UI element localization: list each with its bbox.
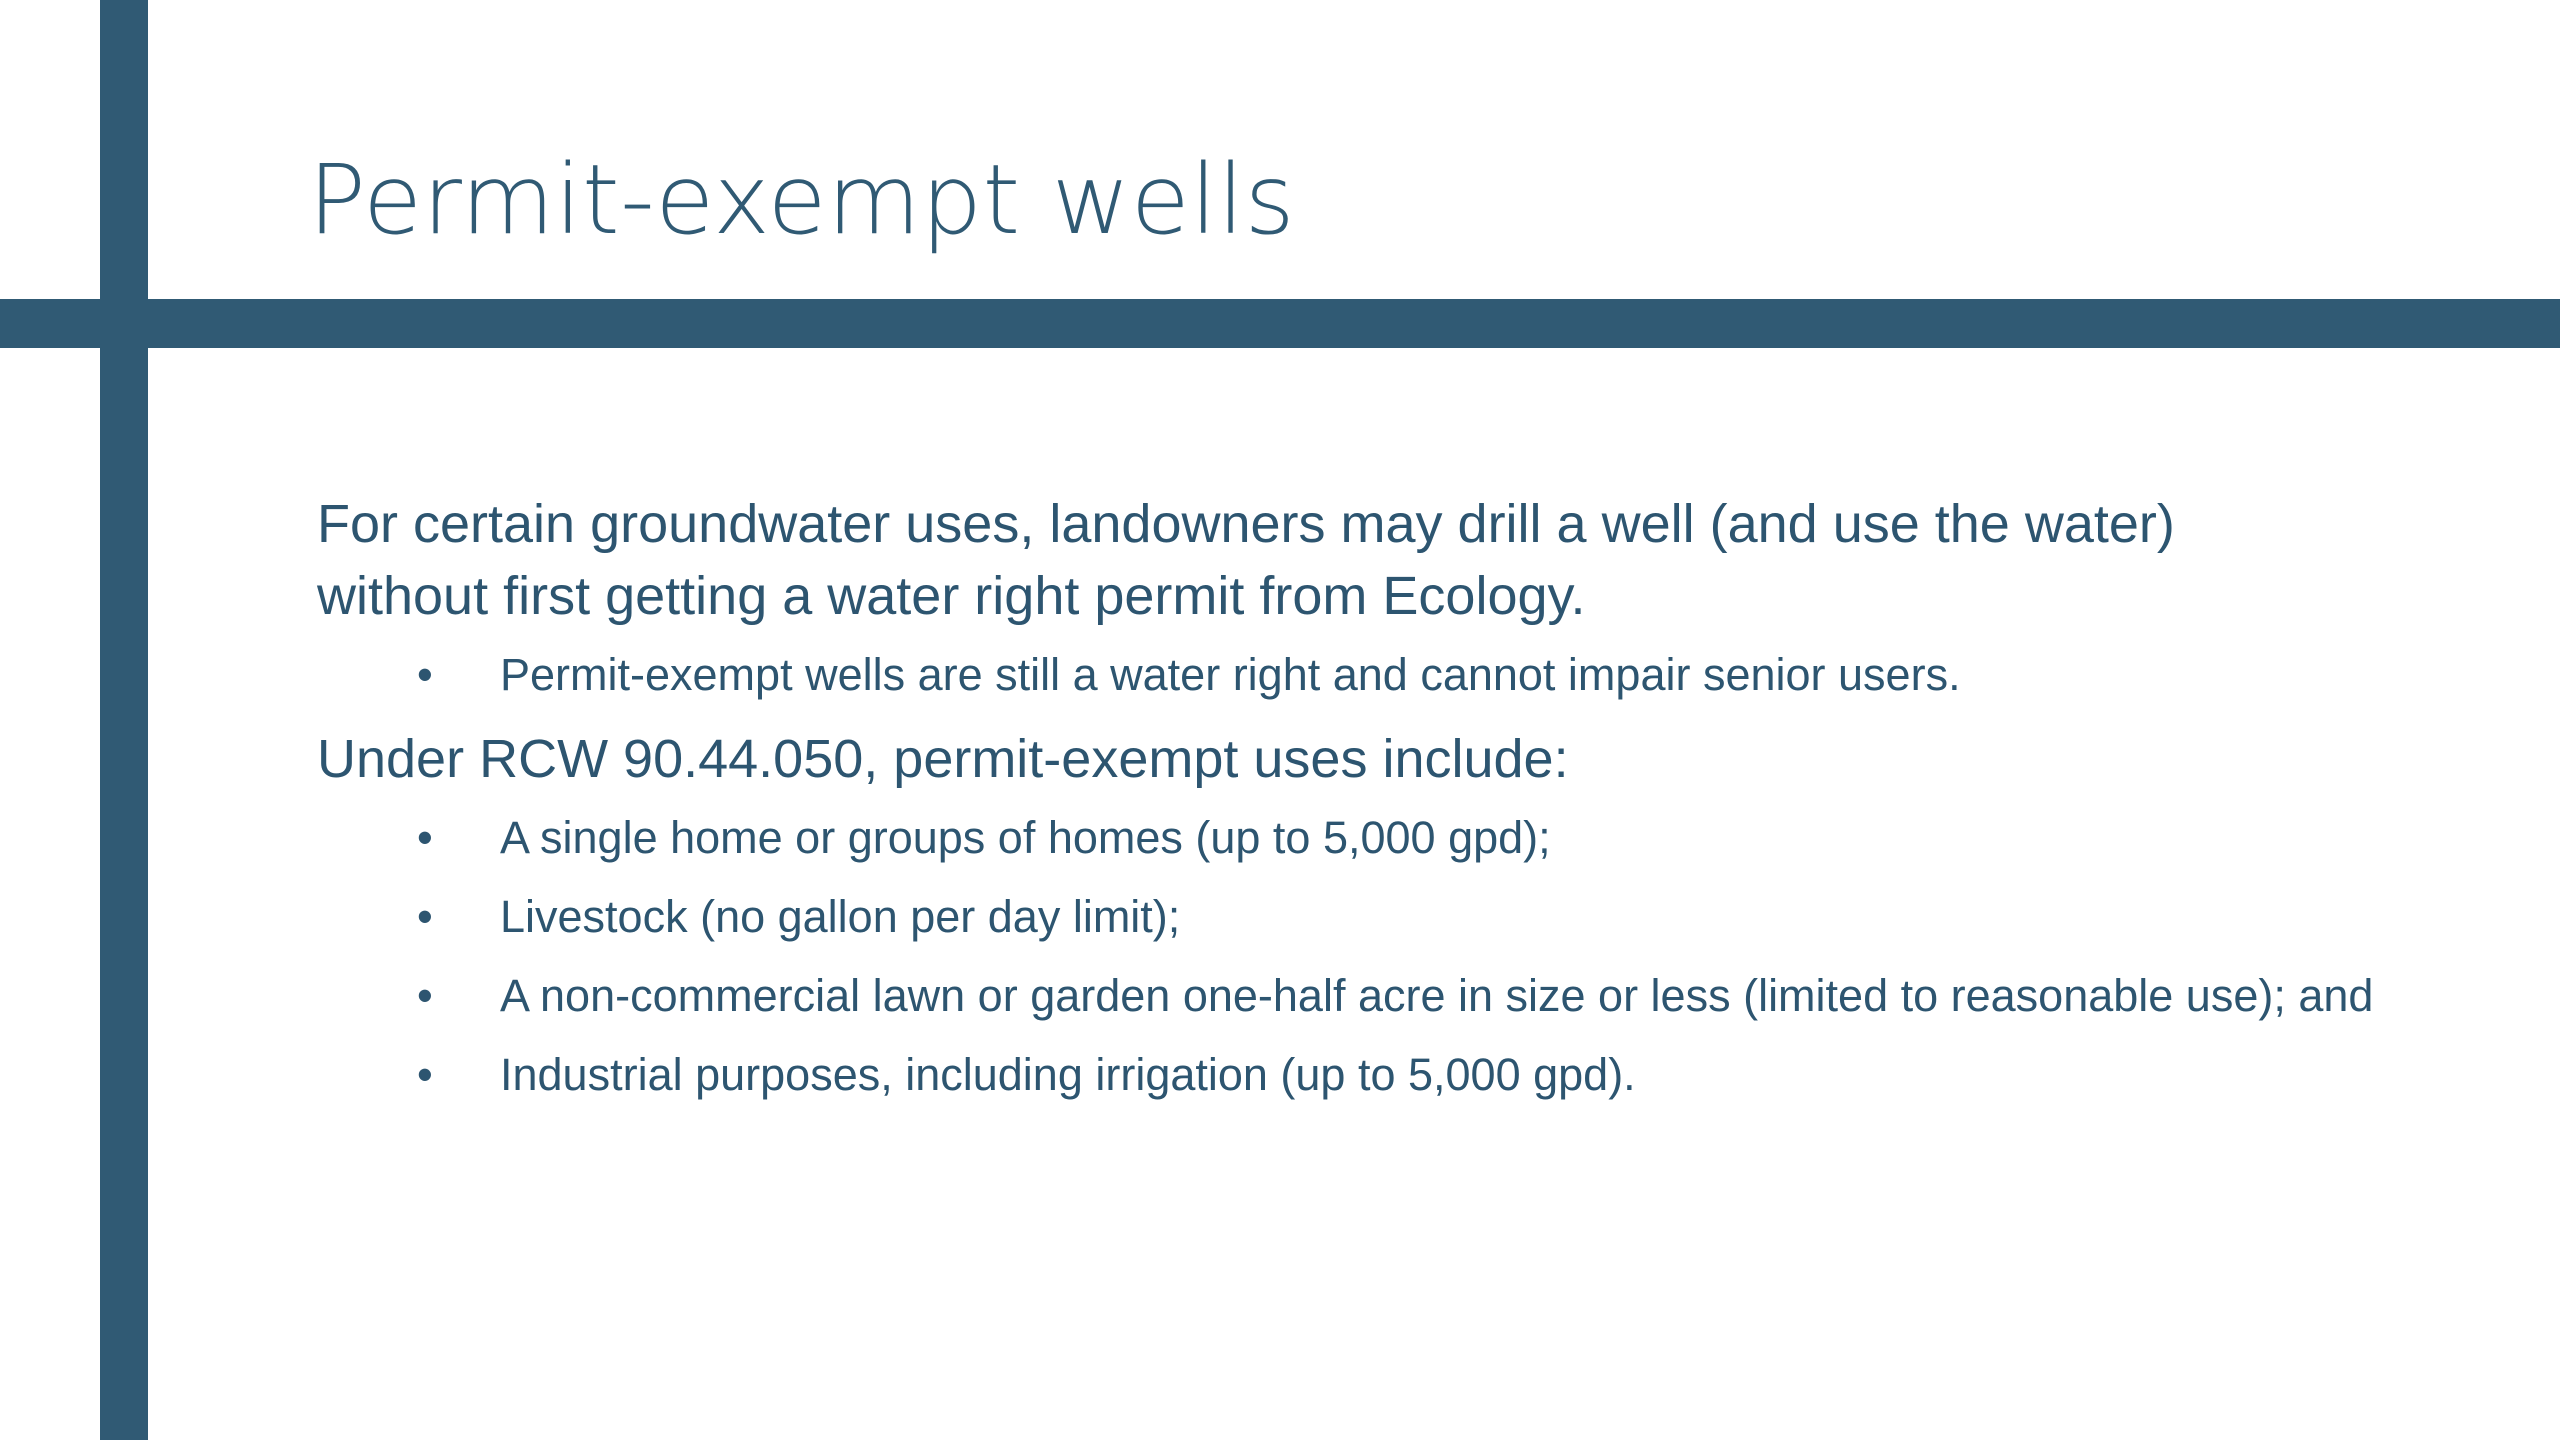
bullet-icon: • — [417, 1049, 433, 1100]
slide-body — [317, 488, 2374, 1123]
vertical-accent-bar — [100, 0, 148, 1440]
rcw-heading: Under RCW 90.44.050, permit-exempt uses include: — [317, 729, 1569, 789]
horizontal-accent-bar — [0, 299, 2560, 348]
bullet-text: A non-commercial lawn or garden one-half acre in size or less (limited to reasonable use); and — [500, 970, 2374, 1021]
uses-bullet-list — [317, 807, 2374, 1105]
slide-title: Permit-exempt wells — [308, 144, 1296, 256]
bullet-icon: • — [417, 970, 433, 1021]
bullet-text: Industrial purposes, including irrigation (up to 5,000 gpd). — [500, 1049, 1636, 1100]
list-item — [317, 807, 2317, 868]
intro-bullet-list — [317, 644, 2317, 705]
list-item — [317, 644, 2317, 705]
bullet-text: Livestock (no gallon per day limit); — [500, 891, 1181, 942]
list-item — [317, 886, 2317, 947]
bullet-text: Permit-exempt wells are still a water right and cannot impair senior users. — [500, 649, 1961, 700]
list-item — [317, 965, 2374, 1026]
bullet-text: A single home or groups of homes (up to 5,000 gpd); — [500, 812, 1551, 863]
bullet-icon: • — [417, 891, 433, 942]
bullet-icon: • — [417, 812, 433, 863]
bullet-icon: • — [417, 649, 433, 700]
intro-paragraph: For certain groundwater uses, landowners may drill a well (and use the water) without first getting a water right permit from Ecology. — [317, 494, 2175, 626]
list-item — [317, 1044, 2317, 1105]
